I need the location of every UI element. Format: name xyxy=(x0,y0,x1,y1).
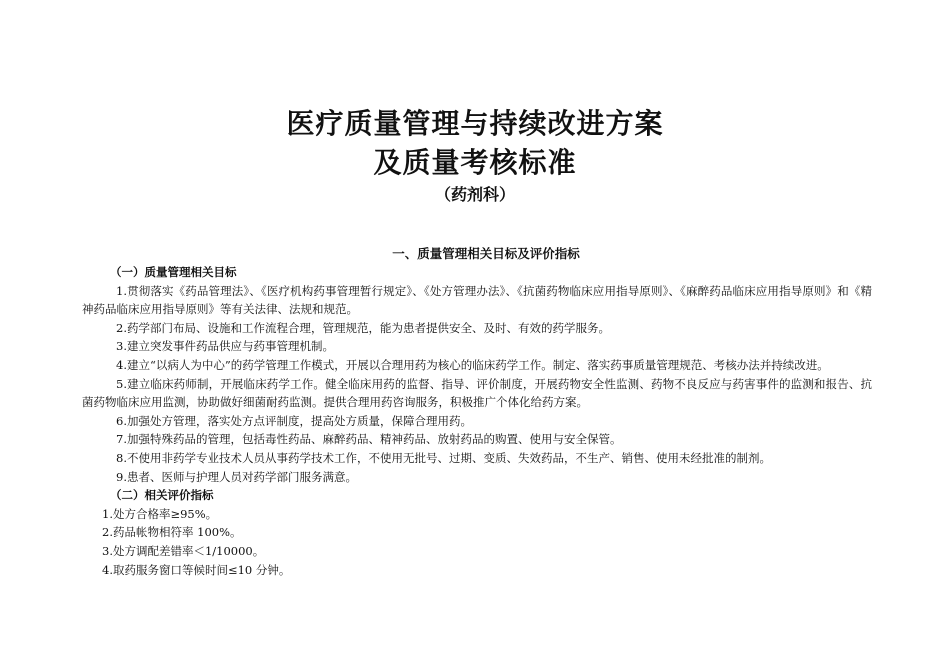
goal-item: 7.加强特殊药品的管理，包括毒性药品、麻醉药品、精神药品、放射药品的购置、使用与安全保管。 xyxy=(116,432,622,447)
goal-item: 5.建立临床药师制，开展临床药学工作。健全临床用药的监督、指导、评价制度，开展药物安全性监测、药物不良反应与药害事件的监测和报告、抗菌药物临床应用监测，协助做好细菌耐药监测。提供合理用药咨询服务，积极推广个体化给药方案。 xyxy=(82,376,872,410)
goal-item: 3.建立突发事件药品供应与药事管理机制。 xyxy=(116,339,334,354)
goal-item: 8.不使用非药学专业技术人员从事药学技术工作，不使用无批号、过期、变质、失效药品，不生产、销售、使用未经批准的制剂。 xyxy=(116,450,771,465)
goal-item: 6.加强处方管理，落实处方点评制度，提高处方质量，保障合理用药。 xyxy=(116,413,472,428)
metric-item: 1.处方合格率≥95%。 xyxy=(102,506,218,521)
document-subtitle: （药剂科） xyxy=(434,185,515,204)
metric-item: 3.处方调配差错率＜1/10000。 xyxy=(102,543,265,558)
subsection-heading-metrics: （二）相关评价指标 xyxy=(110,488,214,503)
goal-item: 9.患者、医师与护理人员对药学部门服务满意。 xyxy=(116,469,357,484)
goal-item: 1.贯彻落实《药品管理法》、《医疗机构药事管理暂行规定》、《处方管理办法》、《抗菌药物临床应用指导原则》、《麻醉药品临床应用指导原则》和《精神药品临床应用指导原则》等有关法律、法规和规范。 xyxy=(82,283,872,317)
section-heading: 一、质量管理相关目标及评价指标 xyxy=(392,246,580,261)
goal-item: 4.建立“以病人为中心”的药学管理工作模式，开展以合理用药为核心的临床药学工作。制定、落实药事质量管理规范、考核办法并持续改进。 xyxy=(116,357,829,372)
metric-item: 4.取药服务窗口等候时间≤10 分钟。 xyxy=(102,562,291,577)
document-body xyxy=(82,263,872,579)
goal-item: 2.药学部门布局、设施和工作流程合理，管理规范，能为患者提供安全、及时、有效的药学服务。 xyxy=(116,320,610,335)
document-title-line2: 及质量考核标准 xyxy=(373,146,577,179)
document-title-line1: 医疗质量管理与持续改进方案 xyxy=(286,107,664,140)
subsection-heading-goals: （一）质量管理相关目标 xyxy=(110,265,237,279)
metric-item: 2.药品帐物相符率 100%。 xyxy=(102,525,242,540)
